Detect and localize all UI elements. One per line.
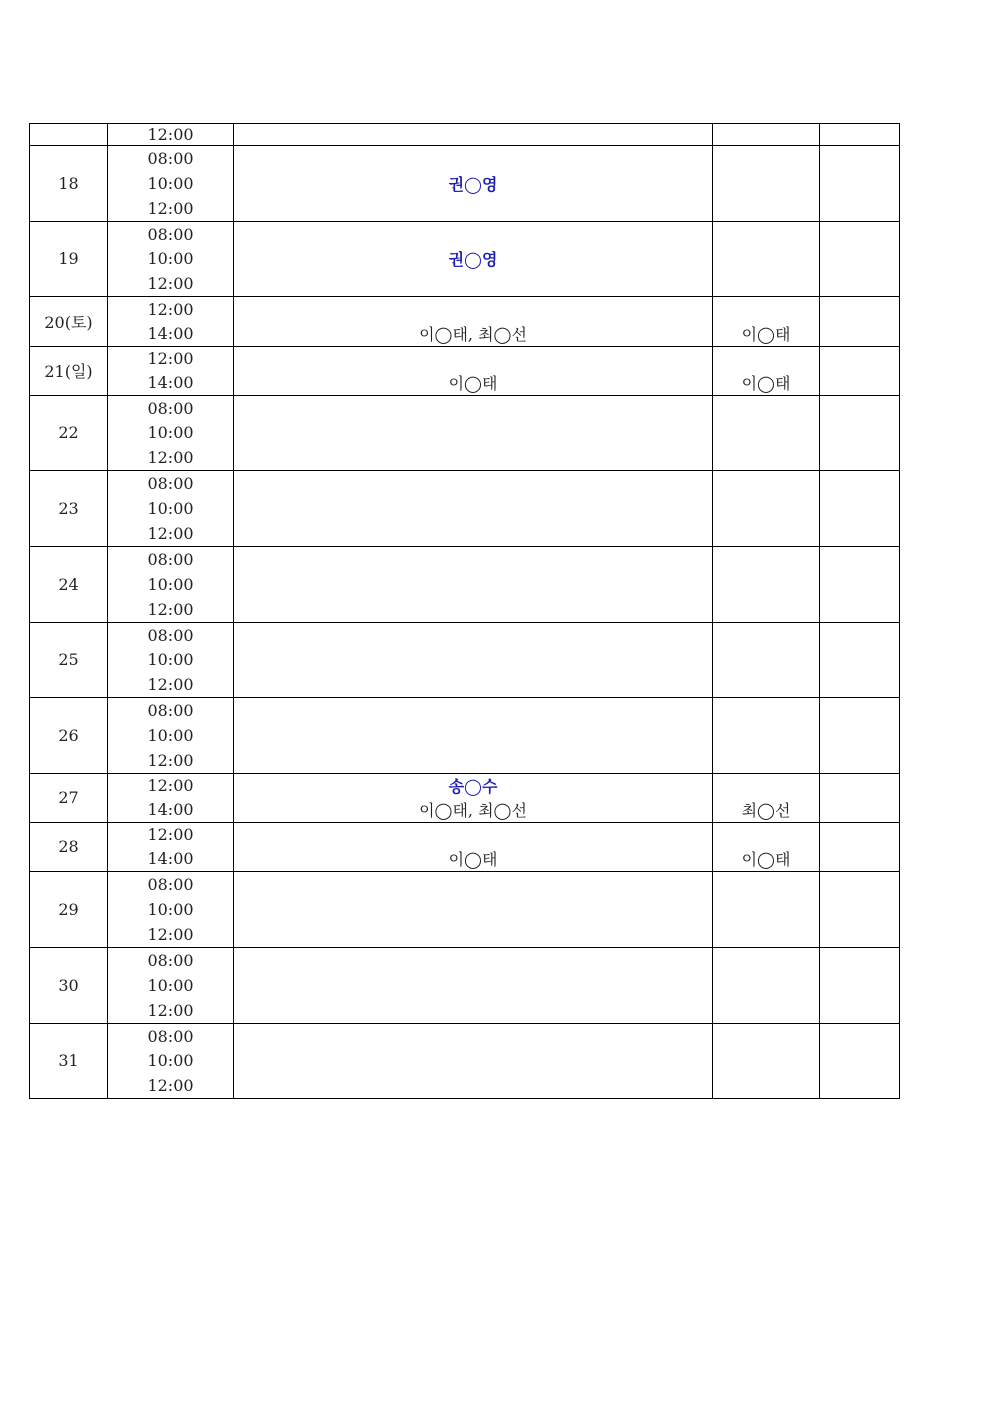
day-cell: 22 [30,395,108,470]
time-slot: 10:00 [147,423,194,443]
time-cell [108,296,234,346]
time-cell [108,546,234,622]
note-cell [820,346,900,395]
schedule-row [30,222,900,297]
day-cell [30,124,108,146]
day-cell: 26 [30,697,108,773]
time-slot: 08:00 [147,549,194,569]
schedule-row [30,346,900,395]
day-cell: 20(토) [30,296,108,346]
note-cell [820,222,900,297]
substitute-cell [713,947,820,1023]
assignee-cell [234,346,713,395]
time-slot: 12:00 [147,448,194,468]
substitute-cell [713,1023,820,1098]
schedule-row [30,395,900,470]
assignee-cell [234,124,713,146]
note-cell [820,773,900,822]
assignee-cell [234,697,713,773]
assignee-name: 이◯태 [448,850,498,870]
time-slot: 10:00 [147,249,194,269]
schedule-row [30,871,900,947]
time-slot: 08:00 [147,625,194,645]
schedule-row [30,622,900,697]
schedule-body [30,124,900,1099]
time-cell [108,622,234,697]
substitute-cell [713,697,820,773]
time-cell [108,947,234,1023]
day-cell: 27 [30,773,108,822]
time-slot: 12:00 [147,523,194,543]
assignee-cell [234,146,713,222]
day-cell: 28 [30,822,108,871]
time-slot: 12:00 [147,776,194,796]
time-slot: 08:00 [147,473,194,493]
schedule-row [30,124,900,146]
time-slot: 14:00 [147,800,194,820]
substitute-cell [713,470,820,546]
note-cell [820,395,900,470]
note-cell [820,697,900,773]
day-cell: 30 [30,947,108,1023]
time-slot: 08:00 [147,950,194,970]
time-cell [108,871,234,947]
note-cell [820,296,900,346]
time-slot: 12:00 [147,299,194,319]
day-cell: 24 [30,546,108,622]
note-cell [820,871,900,947]
time-cell [108,822,234,871]
assignee-cell [234,546,713,622]
substitute-cell [713,822,820,871]
schedule-row [30,146,900,222]
assignee-cell [234,622,713,697]
time-slot: 14:00 [147,849,194,869]
time-cell [108,470,234,546]
time-slot: 08:00 [147,1026,194,1046]
time-cell [108,1023,234,1098]
note-cell [820,1023,900,1098]
substitute-name: 이◯태 [741,850,791,870]
day-cell: 31 [30,1023,108,1098]
substitute-cell [713,871,820,947]
time-slot: 14:00 [147,373,194,393]
schedule-row [30,697,900,773]
note-cell [820,947,900,1023]
time-cell [108,222,234,297]
assignee-cell [234,222,713,297]
time-slot: 10:00 [147,725,194,745]
substitute-cell [713,773,820,822]
assignee-cell [234,822,713,871]
time-slot: 14:00 [147,324,194,344]
substitute-name: 이◯태 [741,325,791,345]
time-slot: 08:00 [147,874,194,894]
time-slot: 12:00 [147,675,194,695]
time-slot: 12:00 [147,599,194,619]
time-slot: 10:00 [147,174,194,193]
time-cell [108,346,234,395]
schedule-row [30,296,900,346]
day-cell: 19 [30,222,108,297]
time-cell [108,146,234,222]
day-cell: 21(일) [30,346,108,395]
time-slot: 10:00 [147,1051,194,1071]
time-slot: 08:00 [147,224,194,244]
time-cell [108,773,234,822]
time-slot: 12:00 [147,1000,194,1020]
note-cell [820,546,900,622]
time-slot: 08:00 [147,398,194,418]
time-slot: 10:00 [147,498,194,518]
substitute-cell [713,222,820,297]
assignee-name: 권◯영 [448,250,498,270]
time-slot: 12:00 [147,199,194,218]
time-slot: 08:00 [147,149,194,168]
day-cell: 29 [30,871,108,947]
time-slot: 12:00 [147,274,194,294]
assignee-name: 이◯태, 최◯선 [419,325,527,345]
substitute-name: 이◯태 [741,374,791,394]
day-cell: 18 [30,146,108,222]
schedule-row [30,947,900,1023]
time-cell [108,697,234,773]
schedule-row [30,822,900,871]
note-cell [820,146,900,222]
time-cell [108,395,234,470]
substitute-name: 최◯선 [741,801,791,821]
assignee-cell [234,871,713,947]
assignee-name: 권◯영 [448,175,498,194]
time-cell [108,124,234,146]
time-slot: 12:00 [147,1076,194,1096]
assignee-name: 이◯태, 최◯선 [419,801,527,821]
schedule-row [30,1023,900,1098]
schedule-row [30,546,900,622]
day-cell: 23 [30,470,108,546]
time-slot: 10:00 [147,975,194,995]
substitute-cell [713,296,820,346]
assignee-cell [234,773,713,822]
time-slot: 10:00 [147,574,194,594]
time-slot: 10:00 [147,650,194,670]
time-slot: 10:00 [147,899,194,919]
schedule-row [30,470,900,546]
assignee-cell [234,395,713,470]
schedule-table [29,123,900,1099]
note-cell [820,622,900,697]
time-slot: 08:00 [147,700,194,720]
note-cell [820,470,900,546]
time-slot: 12:00 [147,750,194,770]
day-cell: 25 [30,622,108,697]
substitute-cell [713,622,820,697]
substitute-cell [713,546,820,622]
time-slot: 12:00 [147,349,194,369]
note-cell [820,822,900,871]
time-slot: 12:00 [147,924,194,944]
note-cell [820,124,900,146]
assignee-cell [234,470,713,546]
assignee-cell [234,947,713,1023]
substitute-cell [713,146,820,222]
substitute-cell [713,395,820,470]
schedule-row [30,773,900,822]
assignee-name: 송◯수 [448,777,498,797]
assignee-cell [234,1023,713,1098]
substitute-cell [713,346,820,395]
assignee-name: 이◯태 [448,374,498,394]
time-slot: 12:00 [147,825,194,845]
time-slot: 12:00 [147,125,194,144]
assignee-cell [234,296,713,346]
substitute-cell [713,124,820,146]
